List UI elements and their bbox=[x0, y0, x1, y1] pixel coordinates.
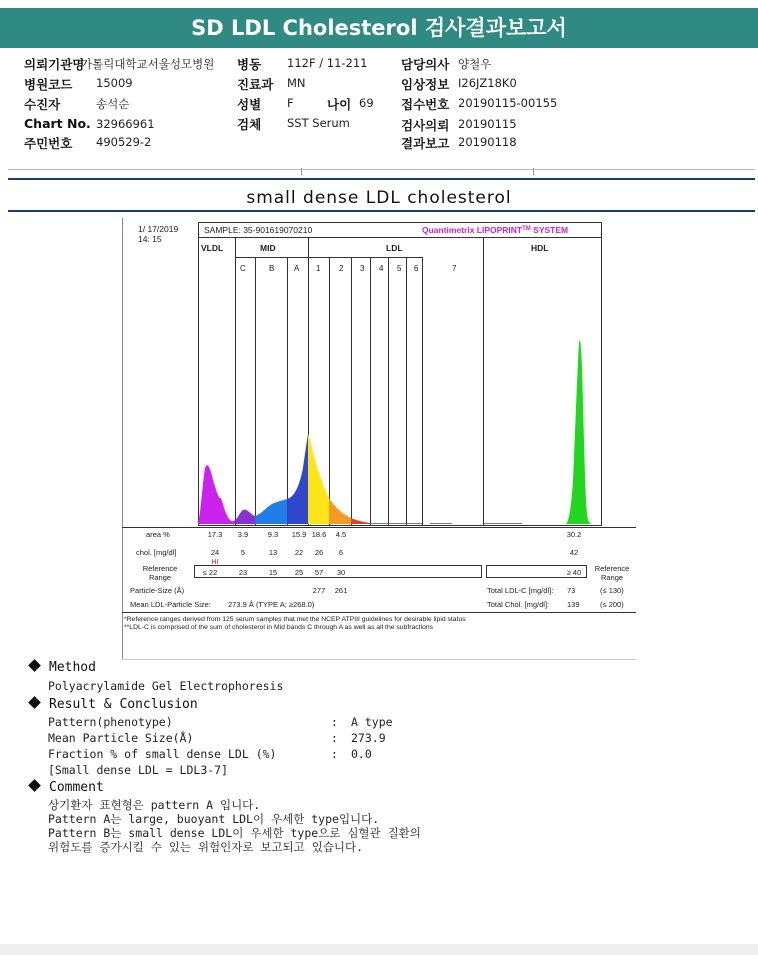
ref-label-line: Reference bbox=[142, 564, 178, 573]
group-hdl: HDL bbox=[531, 243, 549, 253]
brand-system: SYSTEM bbox=[530, 225, 569, 235]
info-value-request-date: 20190115 bbox=[458, 117, 517, 131]
ref-values bbox=[203, 568, 582, 577]
comment-heading bbox=[28, 780, 104, 795]
info-value-accession: 20190115-00155 bbox=[458, 96, 558, 110]
lipoprint-chart bbox=[122, 218, 636, 660]
particle-size: 261 bbox=[334, 586, 348, 595]
ref-value: 57 bbox=[314, 568, 324, 577]
comment-line: 상기환자 표현형은 pattern A 입니다. bbox=[48, 798, 261, 812]
mid-c bbox=[235, 510, 255, 524]
method-text: Polyacrylamide Gel Electrophoresis bbox=[48, 679, 284, 693]
info-label-report-date: 결과보고 bbox=[401, 136, 450, 151]
chol-value: 5 bbox=[240, 548, 246, 557]
report-title: SD LDL Cholesterol 검사결과보고서 bbox=[0, 8, 758, 48]
info-label-resident-no: 주민번호 bbox=[24, 136, 73, 151]
brand-name: Quantimetrix LIPOPRINT bbox=[422, 225, 523, 235]
area-value: 17.3 bbox=[207, 530, 223, 539]
info-label-clinical: 임상정보 bbox=[401, 77, 450, 92]
info-value-clinical: I26JZ18K0 bbox=[458, 76, 517, 90]
info-label-institution: 의뢰기관명 bbox=[24, 57, 85, 72]
info-label-department: 진료과 bbox=[237, 77, 274, 92]
result-sep: : bbox=[331, 715, 338, 729]
info-tick bbox=[301, 168, 302, 175]
info-value-patient: 송석순 bbox=[96, 97, 130, 111]
area-value: 15.9 bbox=[291, 530, 307, 539]
mid-b bbox=[255, 499, 287, 524]
info-label-request-date: 검사의뢰 bbox=[401, 118, 450, 133]
info-value-department: MN bbox=[287, 76, 306, 90]
band-label: 3 bbox=[360, 264, 365, 273]
hi-flag: HI bbox=[211, 559, 219, 566]
ref-value: 23 bbox=[238, 568, 248, 577]
result-label: Fraction % of small dense LDL (%) bbox=[48, 747, 277, 761]
info-value-ward: 112F / 11-211 bbox=[287, 56, 368, 70]
band-label: B bbox=[269, 264, 275, 273]
result-value: A type bbox=[351, 715, 393, 729]
chol-value: 6 bbox=[338, 548, 344, 557]
chol-value: 24 bbox=[210, 548, 220, 557]
footnote: *Reference ranges derived from 125 serum samples that met the NCEP ATPIII guidelines for desirable lipid status bbox=[124, 616, 466, 623]
total-ldl-value: 73 bbox=[567, 586, 576, 595]
info-label-ward: 병동 bbox=[237, 57, 262, 72]
footnote: **LDL-C is comprised of the sum of cholesterol in Mid bands C through A as well as all the subfractions bbox=[124, 624, 434, 631]
section-rule-top bbox=[8, 178, 755, 180]
mid-a bbox=[287, 434, 308, 524]
ldl-1 bbox=[308, 434, 329, 524]
band-label: 2 bbox=[339, 264, 344, 273]
group-mid: MID bbox=[260, 243, 276, 253]
total-ldl-ref: (≤ 130) bbox=[600, 586, 624, 595]
bullet-icon bbox=[28, 696, 41, 709]
info-tick bbox=[533, 168, 534, 175]
band-dividers bbox=[236, 238, 484, 525]
info-value-specimen: SST Serum bbox=[287, 116, 350, 130]
comment-line: Pattern A는 large, buoyant LDL이 우세한 type입니다. bbox=[48, 812, 380, 826]
ref-value: ≥ 40 bbox=[566, 568, 582, 577]
area-values bbox=[208, 530, 582, 539]
section-rule-bottom bbox=[8, 210, 755, 212]
ref-value: ≤ 22 bbox=[202, 568, 218, 577]
method-heading bbox=[28, 660, 96, 675]
info-value-chart-no: 32966961 bbox=[96, 117, 155, 131]
band-label: 4 bbox=[379, 264, 384, 273]
particle-size: 277 bbox=[312, 586, 326, 595]
sample-id: SAMPLE: 35-901619070210 bbox=[204, 225, 313, 235]
bullet-icon bbox=[28, 779, 41, 792]
info-label-age: 나이 bbox=[327, 97, 352, 112]
row-label-mean: Mean LDL-Particle Size: bbox=[130, 600, 211, 609]
result-sep: : bbox=[331, 747, 338, 761]
result-sep: : bbox=[331, 731, 338, 745]
area-value: 30.2 bbox=[566, 530, 582, 539]
ref-label-line: Reference bbox=[594, 564, 630, 573]
row-label-chol: chol. [mg/dl] bbox=[136, 548, 177, 557]
section-title: small dense LDL cholesterol bbox=[246, 188, 512, 208]
ref-value: 25 bbox=[294, 568, 304, 577]
result-value: 0.0 bbox=[351, 747, 372, 761]
mean-ldl-size: 273.9 Å (TYPE A; ≥268.0) bbox=[228, 600, 315, 609]
result-note: [Small dense LDL = LDL3-7] bbox=[48, 763, 229, 777]
hdl-peak bbox=[566, 340, 592, 524]
ref-label-right bbox=[595, 564, 630, 582]
comment-line: Pattern B는 small dense LDL이 우세한 type으로 심혈관 질환의 bbox=[48, 826, 421, 840]
ldl-2 bbox=[329, 498, 351, 524]
info-value-resident-no: 490529-2 bbox=[96, 135, 152, 149]
brand-label bbox=[422, 225, 568, 235]
vldl-peak bbox=[198, 465, 235, 524]
brand-tm: TM bbox=[522, 226, 531, 232]
total-ldl-label: Total LDL-C [mg/dl]: bbox=[487, 586, 554, 595]
page-bottom-strip bbox=[0, 944, 758, 955]
chol-value: 22 bbox=[294, 548, 304, 557]
info-value-report-date: 20190118 bbox=[458, 135, 517, 149]
band-label: 6 bbox=[414, 264, 419, 273]
total-chol-label: Total Chol. [mg/dl]: bbox=[487, 600, 550, 609]
total-chol-ref: (≤ 200) bbox=[600, 600, 624, 609]
info-divider bbox=[8, 169, 755, 170]
info-label-patient: 수진자 bbox=[24, 97, 61, 112]
info-value-age: 69 bbox=[359, 96, 374, 110]
result-label: Mean Particle Size(Å) bbox=[48, 731, 194, 745]
info-value-doctor: 양철우 bbox=[458, 57, 492, 71]
result-title: Result & Conclusion bbox=[49, 697, 198, 712]
info-label-doctor: 담당의사 bbox=[401, 57, 450, 72]
ref-value: 30 bbox=[336, 568, 346, 577]
total-chol-value: 139 bbox=[567, 600, 580, 609]
method-title: Method bbox=[49, 660, 96, 675]
area-value: 18.6 bbox=[311, 530, 327, 539]
band-label: A bbox=[294, 264, 300, 273]
info-value-hospital-code: 15009 bbox=[96, 76, 133, 90]
comment-line: 위험도를 증가시킬 수 있는 위험인자로 보고되고 있습니다. bbox=[48, 840, 364, 854]
row-label-area: area % bbox=[146, 530, 170, 539]
chart-time: 14: 15 bbox=[138, 234, 162, 244]
area-value: 4.5 bbox=[335, 530, 347, 539]
area-value: 3.9 bbox=[237, 530, 249, 539]
row-label-ref bbox=[143, 564, 178, 582]
chart-date: 1/ 17/2019 bbox=[138, 224, 179, 234]
info-label-chart-no: Chart No. bbox=[24, 116, 91, 131]
info-label-accession: 접수번호 bbox=[401, 97, 450, 112]
chol-values bbox=[211, 548, 578, 557]
ref-value: 15 bbox=[268, 568, 278, 577]
band-label: 1 bbox=[316, 264, 321, 273]
info-label-hospital-code: 병원코드 bbox=[24, 77, 73, 92]
ref-label-line: Range bbox=[600, 573, 624, 582]
bullet-icon bbox=[28, 659, 41, 672]
group-vldl: VLDL bbox=[201, 243, 224, 253]
chol-value: 26 bbox=[314, 548, 324, 557]
band-label: 5 bbox=[397, 264, 402, 273]
info-label-specimen: 검체 bbox=[237, 117, 262, 132]
comment-title: Comment bbox=[49, 780, 104, 795]
ref-label-line: Range bbox=[148, 573, 172, 582]
info-value-institution: 가톨릭대학교서울성모병원 bbox=[81, 57, 215, 71]
area-value: 9.3 bbox=[267, 530, 279, 539]
group-ldl: LDL bbox=[386, 243, 403, 253]
band-label: 7 bbox=[452, 264, 457, 273]
ldl-3 bbox=[351, 518, 370, 524]
info-label-sex: 성별 bbox=[237, 97, 262, 112]
result-heading bbox=[28, 697, 198, 712]
chol-value: 42 bbox=[569, 548, 579, 557]
electrophoresis-curve bbox=[198, 340, 592, 524]
chol-value: 13 bbox=[268, 548, 278, 557]
info-value-sex: F bbox=[287, 96, 294, 110]
band-label: C bbox=[240, 264, 246, 273]
row-label-particle: Particle-Size (Å) bbox=[130, 586, 185, 595]
result-label: Pattern(phenotype) bbox=[48, 715, 173, 729]
result-value: 273.9 bbox=[351, 731, 386, 745]
